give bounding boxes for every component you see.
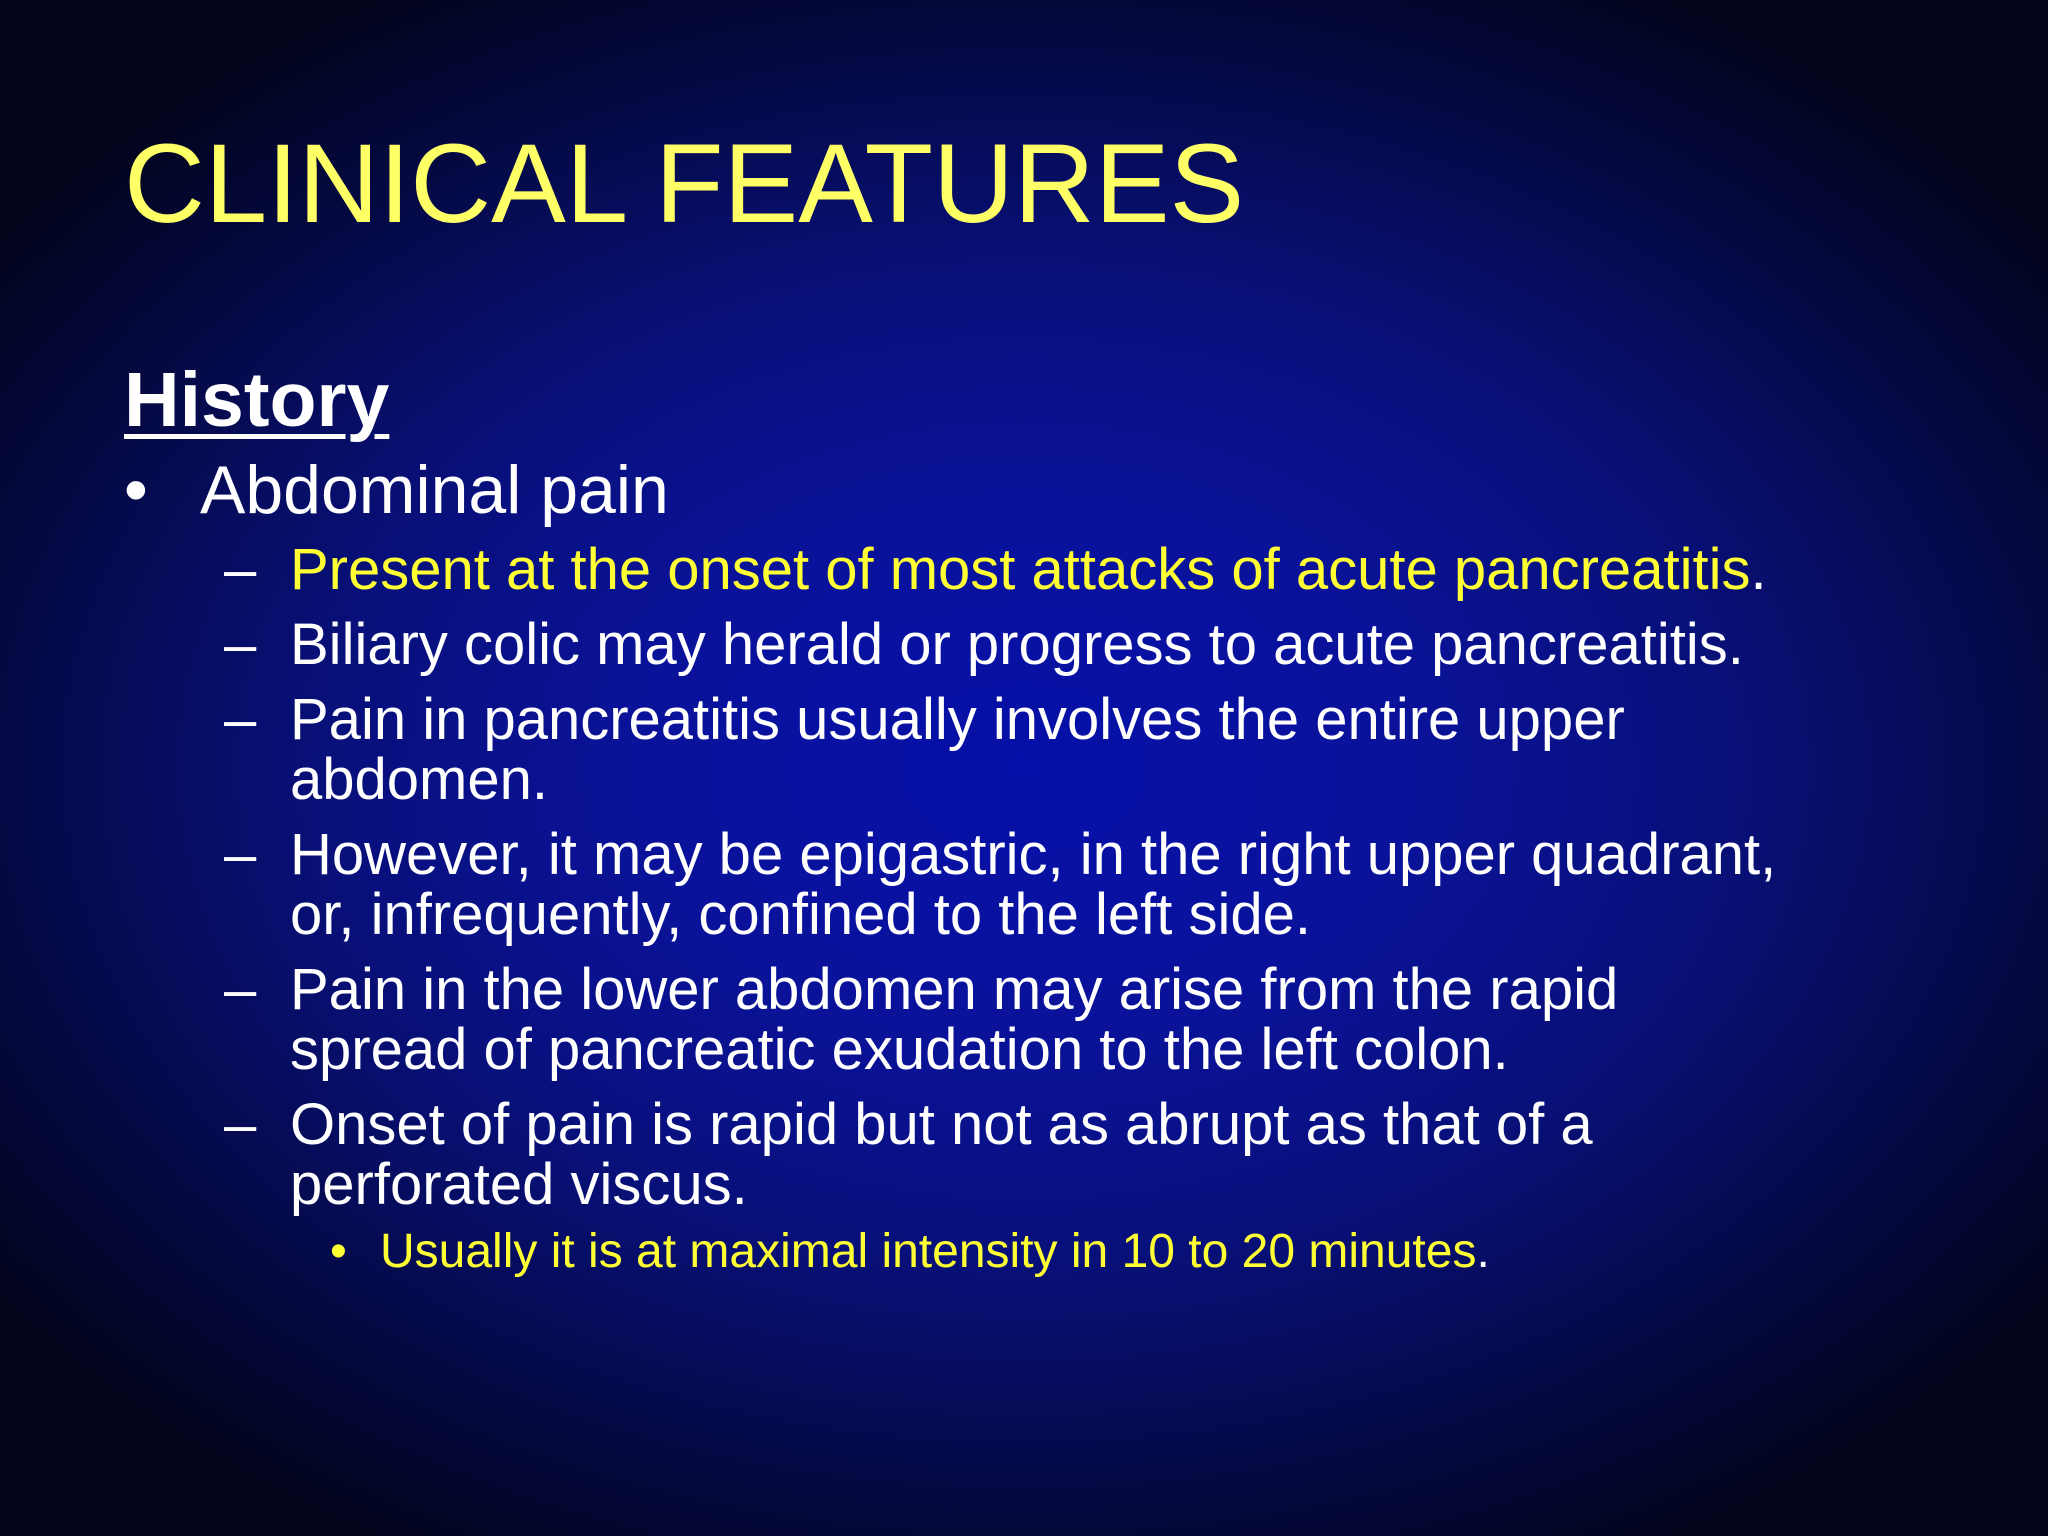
sub-item-line: Present at the onset of most attacks of acute pancreatitis: [290, 537, 1751, 602]
sub-item-line: Onset of pain is rapid but not as abrupt as that of a: [290, 1092, 1593, 1157]
sub-item-text: [290, 537, 1767, 602]
sub-item-line: perforated viscus.: [290, 1152, 748, 1217]
sub-sub-item-text: [380, 1225, 1490, 1278]
sub-item-line: Biliary colic may herald or progress to acute pancreatitis.: [290, 612, 1744, 677]
slide-title: CLINICAL FEATURES: [124, 121, 1245, 246]
sub-item-text: [290, 687, 1625, 812]
dash-marker: –: [224, 957, 257, 1022]
dash-marker: –: [224, 612, 257, 677]
sub-item-text: [290, 822, 1777, 947]
sub-sub-item-line: Usually it is at maximal intensity in 10 to 20 minutes: [380, 1225, 1477, 1278]
dash-marker: –: [224, 687, 257, 752]
sub-item-text: [290, 1092, 1593, 1217]
sub-item-text: [290, 957, 1619, 1082]
dash-marker: –: [224, 537, 257, 602]
sub-item-line: spread of pancreatic exudation to the left colon.: [290, 1017, 1509, 1082]
dash-marker: –: [224, 1092, 257, 1157]
sub-item-line: abdomen.: [290, 747, 548, 812]
sub-item-line: or, infrequently, confined to the left side.: [290, 882, 1312, 947]
sub-item-text: [290, 612, 1744, 677]
dash-marker: –: [224, 822, 257, 887]
sub-item-line: However, it may be epigastric, in the right upper quadrant,: [290, 822, 1777, 887]
bullet-marker: •: [330, 1225, 347, 1278]
section-heading: History: [124, 357, 390, 443]
sub-item-trailing: .: [1750, 537, 1767, 602]
sub-sub-item-trailing: .: [1476, 1225, 1490, 1278]
bullet-text: Abdominal pain: [200, 452, 669, 528]
sub-item-line: Pain in the lower abdomen may arise from the rapid: [290, 957, 1619, 1022]
bullet-marker: •: [124, 452, 148, 528]
sub-item-line: Pain in pancreatitis usually involves the entire upper: [290, 687, 1625, 752]
